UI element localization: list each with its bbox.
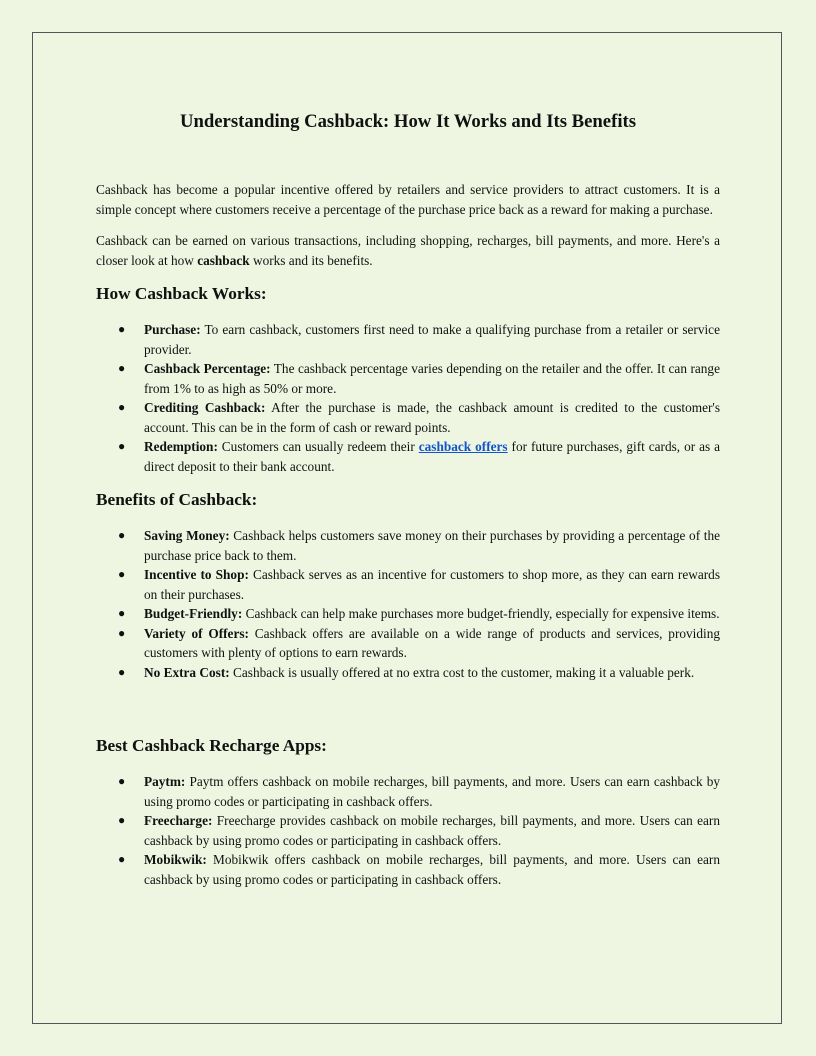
item-text: Cashback offers are available on a wide range of products and services, providing customers with plenty of options to earn rewards.: [144, 625, 720, 660]
bullet-icon: ●: [118, 774, 126, 788]
intro-p2-bold: cashback: [197, 252, 250, 268]
list-item: [96, 663, 720, 683]
intro-p2-end: works and its benefits.: [249, 252, 373, 268]
item-label: Freecharge:: [144, 813, 213, 828]
item-text: Cashback serves as an incentive for customers to shop more, as they can earn rewards on their purchases.: [144, 567, 720, 602]
item-label: Cashback Percentage:: [144, 361, 271, 376]
intro-paragraph-1: Cashback has become a popular incentive offered by retailers and service providers to attract customers. It is a simple concept where customers receive a percentage of the purchase price back as a reward for making a purchase.: [96, 182, 720, 217]
item-label: Paytm:: [144, 774, 186, 789]
list-item: [96, 398, 720, 437]
how-heading: How Cashback Works:: [96, 284, 267, 303]
document-body: [96, 110, 720, 901]
item-label: No Extra Cost:: [144, 664, 230, 680]
item-text: Cashback helps customers save money on their purchases by providing a percentage of the purchase price back to them.: [144, 528, 721, 563]
list-item: [96, 850, 720, 889]
list-item: [96, 604, 720, 624]
item-text: The cashback percentage varies depending on the retailer and the offer. It can range from 1% to as high as 50% or more.: [144, 361, 720, 396]
item-text: Paytm offers cashback on mobile recharges, bill payments, and more. Users can earn cashback by using promo codes or participating in cashback offers.: [144, 774, 720, 809]
item-label: Redemption:: [144, 439, 218, 454]
list-item: [96, 437, 720, 476]
item-text: After the purchase is made, the cashback amount is credited to the customer's account. This can be in the form of cash or reward points.: [144, 400, 720, 435]
bullet-icon: ●: [118, 813, 126, 827]
bullet-icon: ●: [118, 322, 126, 336]
item-label: Saving Money:: [144, 528, 230, 543]
item-label: Budget-Friendly:: [144, 606, 243, 621]
item-text: Mobikwik offers cashback on mobile recharges, bill payments, and more. Users can earn cashback by using promo codes or participating in cashback offers.: [144, 852, 720, 887]
bullet-icon: ●: [118, 361, 126, 375]
intro-p2-start: Cashback can be earned on various transactions, including shopping, recharges, bill payments, and more. Here's a closer look at how: [96, 233, 720, 268]
list-item: [96, 772, 720, 811]
item-label: Mobikwik:: [144, 852, 207, 867]
item-text: Freecharge provides cashback on mobile recharges, bill payments, and more. Users can earn cashback by using promo codes or participating in cashback offers.: [144, 813, 720, 848]
list-item: [96, 811, 720, 850]
benefits-list: [96, 526, 720, 682]
bullet-icon: ●: [118, 664, 126, 679]
spacer: [96, 694, 720, 734]
item-label: Crediting Cashback:: [144, 400, 266, 415]
how-list: [96, 320, 720, 476]
bullet-icon: ●: [118, 439, 126, 453]
item-label: Incentive to Shop:: [144, 567, 249, 582]
bullet-icon: ●: [118, 852, 126, 866]
bullet-icon: ●: [118, 625, 126, 640]
apps-list: [96, 772, 720, 889]
item-text: Cashback is usually offered at no extra cost to the customer, making it a valuable perk.: [229, 664, 695, 680]
item-text: for future purchases, gift cards, or as a direct deposit to their bank account.: [144, 439, 720, 474]
bullet-icon: ●: [118, 528, 126, 542]
item-label: Variety of Offers:: [144, 625, 249, 641]
bullet-icon: ●: [118, 606, 126, 620]
item-text: To earn cashback, customers first need to make a qualifying purchase from a retailer or service provider.: [144, 322, 720, 357]
intro-paragraph-2: [96, 231, 720, 270]
page-title: Understanding Cashback: How It Works and Its Benefits: [179, 111, 637, 132]
bullet-icon: ●: [118, 567, 126, 581]
list-item: [96, 565, 720, 604]
list-item: [96, 624, 720, 663]
list-item: [96, 359, 720, 398]
list-item: [96, 320, 720, 359]
list-item: [96, 526, 720, 565]
item-text: Customers can usually redeem their: [217, 439, 419, 454]
benefits-heading: Benefits of Cashback:: [96, 490, 258, 509]
item-text: Cashback can help make purchases more budget-friendly, especially for expensive items.: [242, 606, 720, 621]
item-label: Purchase:: [144, 322, 201, 337]
apps-heading: Best Cashback Recharge Apps:: [96, 736, 327, 755]
bullet-icon: ●: [118, 400, 126, 414]
cashback-offers-link[interactable]: cashback offers: [418, 439, 508, 454]
